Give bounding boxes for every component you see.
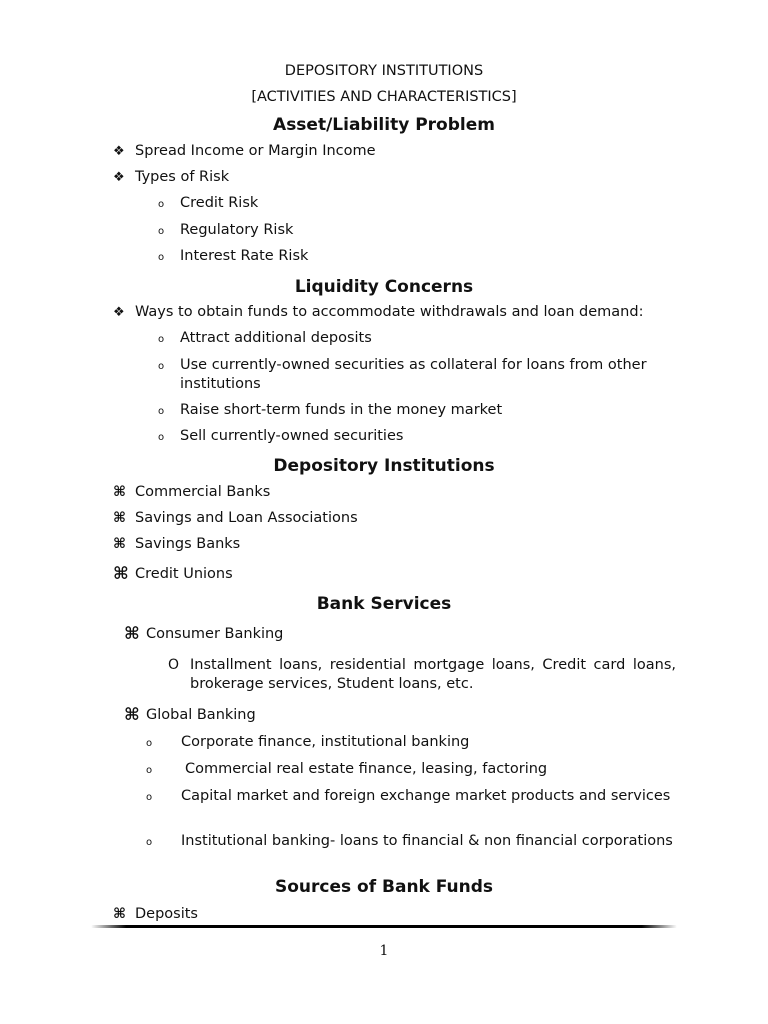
heading-depository: Depository Institutions: [273, 456, 495, 476]
heading-sources: Sources of Bank Funds: [274, 877, 494, 897]
sub-list-item-text: Raise short-term funds in the money market: [180, 402, 503, 418]
sub-list-item-text: Interest Rate Risk: [180, 248, 309, 264]
list-item-text: Types of Risk: [135, 169, 230, 185]
list-item-text: Global Banking: [146, 707, 256, 723]
list-item-text: Savings and Loan Associations: [135, 510, 358, 526]
list-item: [113, 535, 240, 554]
sub-list-item: [158, 194, 258, 216]
sub-list-item-text: Corporate finance, institutional banking: [181, 734, 470, 750]
circle-bullet-icon: o: [158, 252, 165, 263]
list-item-text: Spread Income or Margin Income: [135, 143, 376, 159]
list-item-text: Savings Banks: [135, 536, 241, 552]
circle-bullet-icon: o: [146, 792, 153, 803]
circle-bullet-icon: o: [158, 226, 165, 237]
circle-bullet-icon: o: [158, 199, 165, 210]
command-bullet-icon: ⌘: [124, 705, 140, 725]
diamond-bullet-icon: ❖: [113, 144, 125, 159]
diamond-bullet-icon: ❖: [113, 305, 125, 320]
list-item: [124, 625, 283, 644]
list-item-text: Commercial Banks: [135, 484, 271, 500]
sub-list-item-text: Use currently-owned securities as collateral for loans from other institutions: [180, 357, 647, 393]
list-item: [113, 303, 643, 322]
sub-list-item-text: Commercial real estate finance, leasing, factoring: [185, 761, 548, 777]
sub-list-item-text: Attract additional deposits: [180, 330, 372, 346]
sub-list-item: [158, 221, 293, 243]
list-item-text: Ways to obtain funds to accommodate withdrawals and loan demand:: [135, 304, 644, 320]
sub-list-item-text: Sell currently-owned securities: [180, 428, 404, 444]
sub-list-item: [146, 733, 469, 755]
list-item: [113, 509, 358, 528]
list-item: [113, 565, 233, 584]
heading-bank-services: Bank Services: [316, 594, 452, 614]
sub-list-item-text: Regulatory Risk: [180, 222, 294, 238]
sub-list-item: [158, 247, 308, 269]
command-bullet-icon: ⌘: [113, 536, 126, 552]
circle-bullet-icon: o: [158, 334, 165, 345]
circle-bullet-icon: o: [146, 837, 153, 848]
circle-bullet-icon: o: [158, 361, 165, 372]
list-item: [113, 168, 229, 187]
doc-title-line1: DEPOSITORY INSTITUTIONS: [284, 63, 484, 79]
sub-list-item: [158, 427, 403, 449]
footer-rule: [91, 925, 677, 928]
circle-bullet-icon: o: [146, 738, 153, 749]
heading-asset-liability: Asset/Liability Problem: [273, 115, 495, 135]
list-item: [113, 905, 198, 924]
list-item: [113, 483, 270, 502]
sub-list-item: [146, 760, 547, 782]
page-number: 1: [379, 943, 389, 959]
command-bullet-icon: ⌘: [113, 510, 126, 526]
sub-list-item: [158, 329, 372, 351]
sub-list-item: [158, 401, 502, 423]
command-bullet-icon: ⌘: [113, 484, 126, 500]
sub-list-item-text: Institutional banking- loans to financial & non financial corporations: [181, 833, 673, 849]
sub-list-item: [135, 832, 677, 851]
list-item-text: Credit Unions: [135, 566, 233, 582]
list-item-text: Consumer Banking: [146, 626, 284, 642]
sub-list-item: [158, 356, 680, 395]
doc-title-line2: [ACTIVITIES AND CHARACTERISTICS]: [251, 89, 517, 105]
circle-bullet-icon: o: [158, 432, 165, 443]
sub-list-item: [135, 787, 677, 806]
list-item: [124, 706, 256, 725]
sub-list-item-text: Capital market and foreign exchange market products and services: [181, 788, 671, 804]
command-bullet-icon: ⌘: [113, 906, 126, 922]
diamond-bullet-icon: ❖: [113, 170, 125, 185]
list-item: [113, 142, 376, 161]
list-item-text: Deposits: [135, 906, 198, 922]
heading-liquidity: Liquidity Concerns: [294, 277, 474, 297]
command-bullet-icon: ⌘: [113, 564, 129, 584]
sub-list-item-text: Credit Risk: [180, 195, 259, 211]
circle-bullet-icon: o: [146, 765, 153, 776]
sub-list-item-text: Installment loans, residential mortgage loans, Credit card loans, brokerage services, Student loans, etc.: [190, 657, 676, 693]
circle-bullet-icon: O: [168, 657, 180, 673]
command-bullet-icon: ⌘: [124, 624, 140, 644]
circle-bullet-icon: o: [158, 406, 165, 417]
sub-list-item: [168, 656, 676, 695]
